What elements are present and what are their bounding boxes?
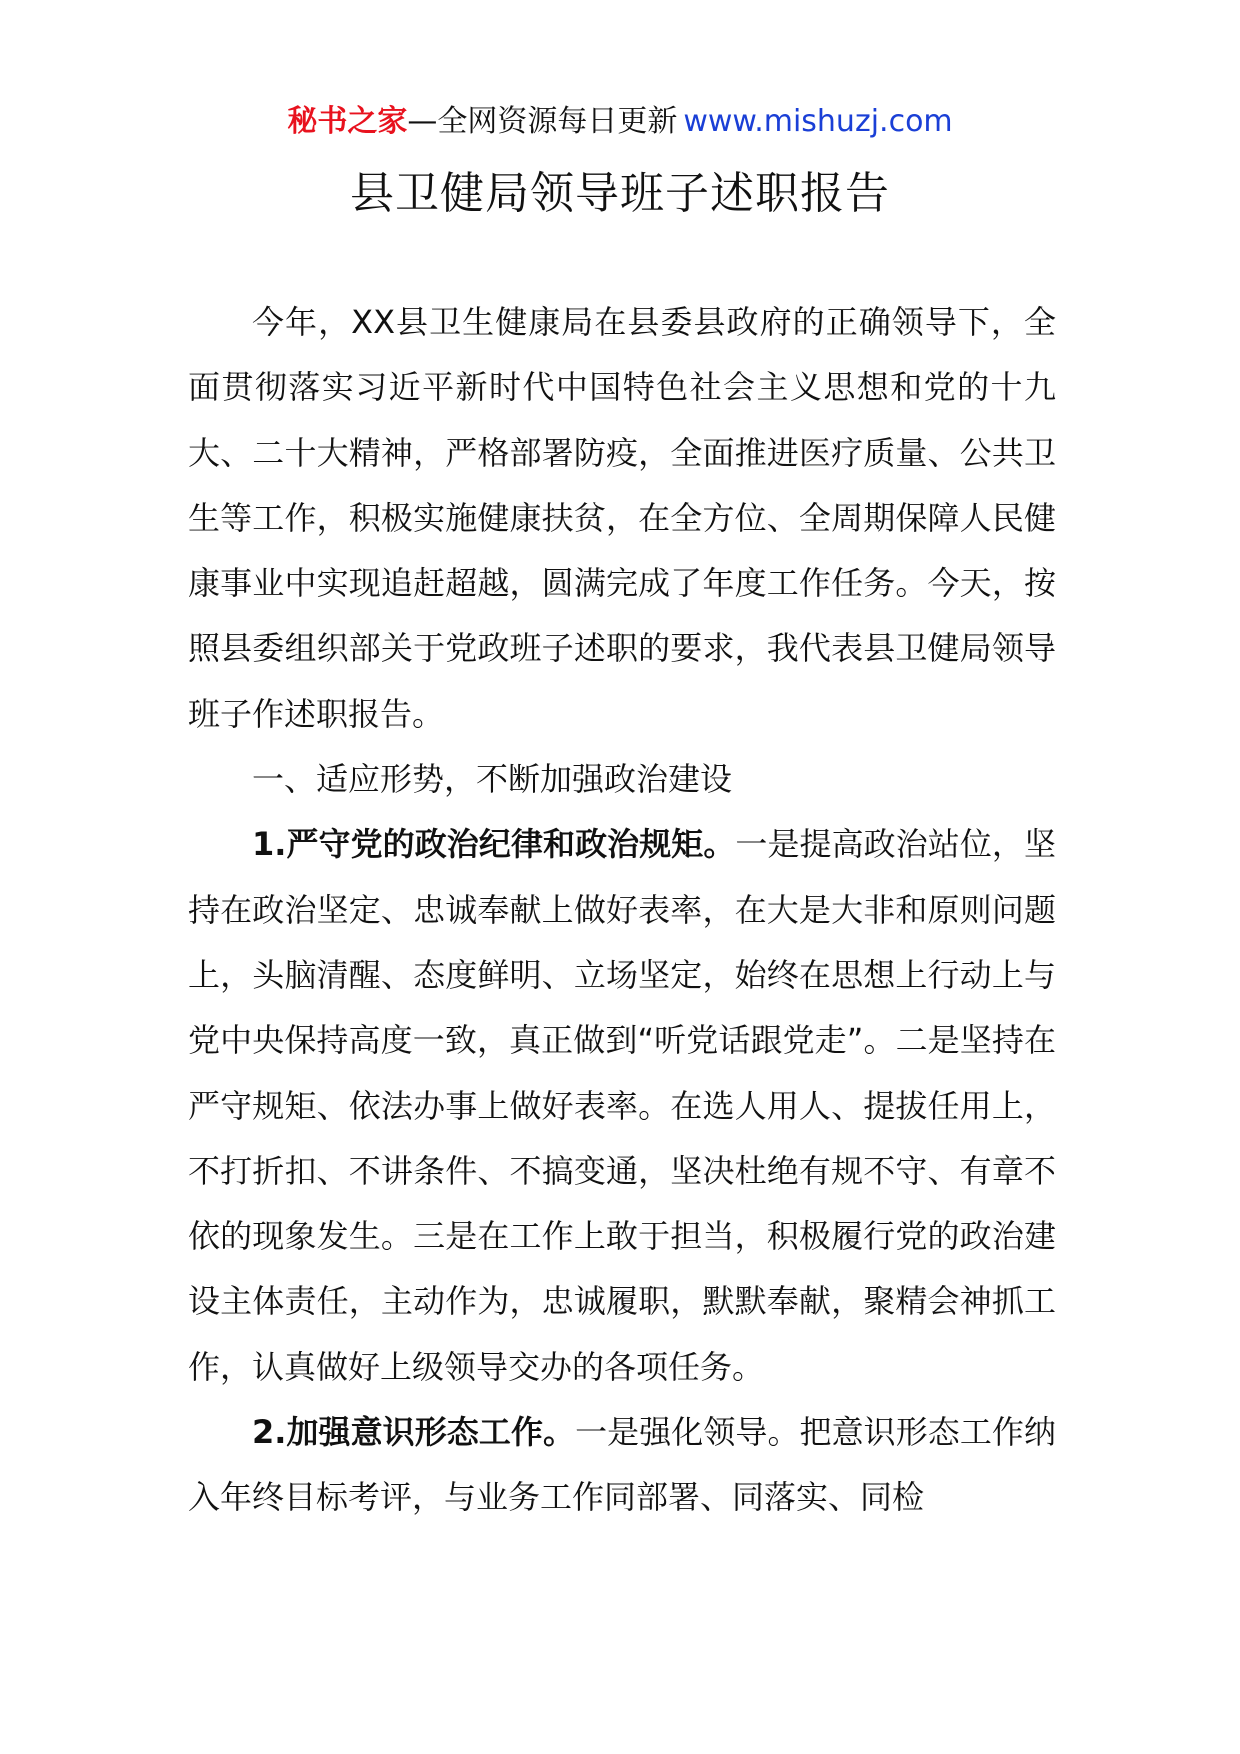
site-slogan: —全网资源每日更新 bbox=[407, 104, 678, 139]
paragraph-1-lead: 1.严守党的政治纪律和政治规矩。 bbox=[252, 825, 736, 864]
site-url-link[interactable]: www.mishuzj.com bbox=[683, 104, 953, 139]
paragraph-2-body: 一是强化领导。把意识形态工作纳入年终目标考评，与业务工作同部署、同落实、同检 bbox=[188, 1413, 1056, 1517]
document-body bbox=[188, 290, 1056, 1531]
section-heading: 一、适应形势，不断加强政治建设 bbox=[252, 760, 733, 799]
site-brand: 秘书之家 bbox=[287, 104, 408, 139]
document-title: 县卫健局领导班子述职报告 bbox=[350, 168, 890, 219]
site-banner bbox=[0, 102, 1240, 142]
paragraph-1 bbox=[188, 812, 1056, 1400]
paragraph-2-lead: 2.加强意识形态工作。 bbox=[252, 1413, 576, 1452]
paragraph-1-body: 一是提高政治站位，坚持在政治坚定、忠诚奉献上做好表率，在大是大非和原则问题上，头脑清醒、态度鲜明、立场坚定，始终在思想上行动上与党中央保持高度一致，真正做到“听党话跟党走”。二是坚持在严守规矩、依法办事上做好表率。在选人用人、提拔任用上，不打折扣、不讲条件、不搞变通，坚决杜绝有规不守、有章不依的现象发生。三是在工作上敢于担当，积极履行党的政治建设主体责任，主动作为，忠诚履职，默默奉献，聚精会神抓工作，认真做好上级领导交办的各项任务。 bbox=[188, 825, 1056, 1386]
intro-paragraph: 今年，XX县卫生健康局在县委县政府的正确领导下，全面贯彻落实习近平新时代中国特色社会主义思想和党的十九大、二十大精神，严格部署防疫，全面推进医疗质量、公共卫生等工作，积极实施健康扶贫，在全方位、全周期保障人民健康事业中实现追赶超越，圆满完成了年度工作任务。今天，按照县委组织部关于党政班子述职的要求，我代表县卫健局领导班子作述职报告。 bbox=[188, 303, 1056, 733]
paragraph-2 bbox=[188, 1400, 1056, 1531]
